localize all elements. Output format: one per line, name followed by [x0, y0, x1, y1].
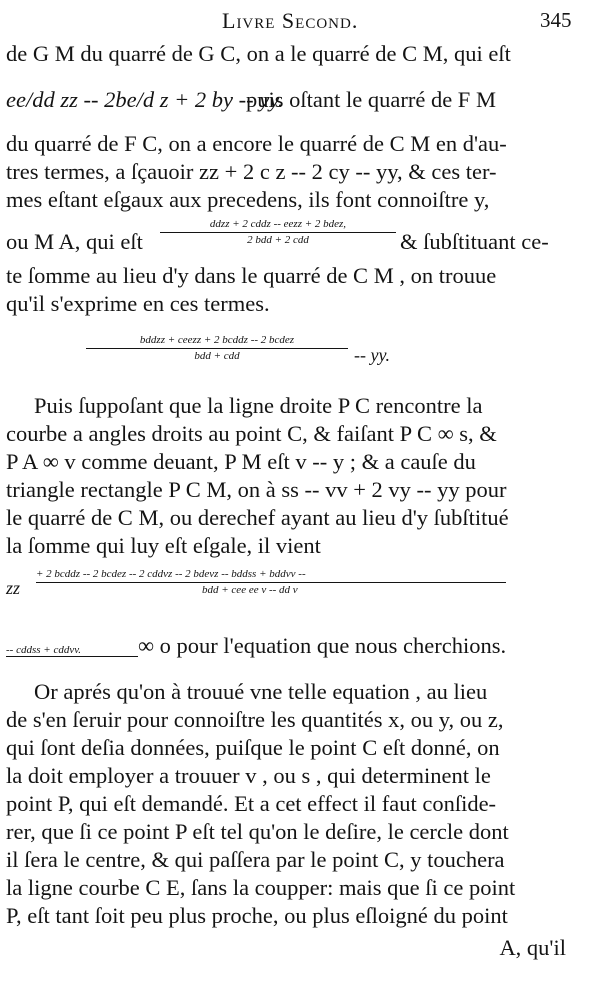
text-line: qui ſont deſia données, puiſque le point C eſt donné, on: [6, 735, 500, 760]
text-line: point P, qui eſt demandé. Et a cet effect il faut conſide-: [6, 791, 497, 816]
text-line: rer, que ſi ce point P eſt tel qu'on le deſire, le cercle dont: [6, 819, 509, 844]
fraction-denominator: 2 bdd + 2 cdd: [247, 234, 309, 246]
fraction-bar: [86, 348, 348, 349]
text-line: te ſomme au lieu d'y dans le quarré de C M , on trouue: [6, 263, 497, 288]
text-span: & ſubſtituant ce-: [400, 229, 549, 254]
formula-lead: zz: [6, 578, 21, 598]
text-span: ∞ o pour l'equation que nous cherchions.: [138, 633, 507, 658]
text-line: courbe a angles droits au point C, & faiſant P C ∞ s, &: [6, 421, 497, 446]
fraction-bar: [160, 232, 396, 233]
text-line: du quarré de F C, on a encore le quarré de C M en d'au-: [6, 131, 507, 156]
text-line: qu'il s'exprime en ces termes.: [6, 291, 270, 316]
inline-formula: ee/dd zz -- 2be/d z + 2 by -- yy.: [6, 87, 284, 112]
text-line: A, qu'il: [499, 935, 566, 960]
text-line: P A ∞ v comme deuant, P M eſt v -- y ; & a cauſe du: [6, 449, 476, 474]
text-line: Or aprés qu'on à trouué vne telle equation , au lieu: [34, 679, 488, 704]
text-span: puis oſtant le quarré de F M: [246, 87, 496, 112]
text-line: la doit employer a trouuer v , ou s , qui determinent le: [6, 763, 491, 788]
text-line: P, eſt tant ſoit peu plus proche, ou plus eſloigné du point: [6, 903, 508, 928]
text-line: [6, 86, 586, 114]
fraction-numerator: + 2 bcddz -- 2 bcdez -- 2 cddvz -- 2 bdevz -- bddss + bddvv --: [36, 568, 306, 580]
text-line: de s'en ſeruir pour connoiſtre les quantités x, ou y, ou z,: [6, 707, 504, 732]
running-title: Livre Second.: [222, 8, 359, 33]
text-line: il ſera le centre, & qui paſſera par le point C, y touchera: [6, 847, 505, 872]
page-number: 345: [540, 8, 572, 32]
formula-continuation: -- cddss + cddvv.: [6, 644, 138, 657]
fraction-bar: [36, 582, 506, 583]
text-line: [6, 632, 586, 660]
fraction-denominator: bdd + cdd: [194, 350, 240, 362]
text-span: ou M A, qui eſt: [6, 229, 143, 254]
text-line: la ligne courbe C E, ſans la coupper: mais que ſi ce point: [6, 875, 516, 900]
text-line: mes eſtant eſgaux aux precedens, ils font connoiſtre y,: [6, 187, 490, 212]
text-line: le quarré de C M, ou derechef ayant au lieu d'y ſubſtitué: [6, 505, 509, 530]
running-header: [0, 8, 600, 36]
text-line: Puis ſuppoſant que la ligne droite P C rencontre la: [34, 393, 483, 418]
text-line: triangle rectangle P C M, on à ss -- vv + 2 vy -- yy pour: [6, 477, 507, 502]
text-line: de G M du quarré de G C, on a le quarré de C M, qui eſt: [6, 41, 511, 66]
formula-tail: -- yy.: [354, 345, 390, 365]
fraction-cm: [86, 334, 348, 363]
fraction-ma: [160, 218, 396, 247]
fraction-equation: [36, 568, 506, 597]
fraction-denominator: bdd + cee ee v -- dd v: [202, 584, 298, 596]
text-line: tres termes, a ſçauoir zz + 2 c z -- 2 cy -- yy, & ces ter-: [6, 159, 497, 184]
text-line: la ſomme qui luy eſt eſgale, il vient: [6, 533, 321, 558]
fraction-numerator: bddzz + ceezz + 2 bcddz -- 2 bcdez: [139, 334, 295, 346]
fraction-numerator: ddzz + 2 cddz -- eezz + 2 bdez,: [209, 218, 347, 230]
